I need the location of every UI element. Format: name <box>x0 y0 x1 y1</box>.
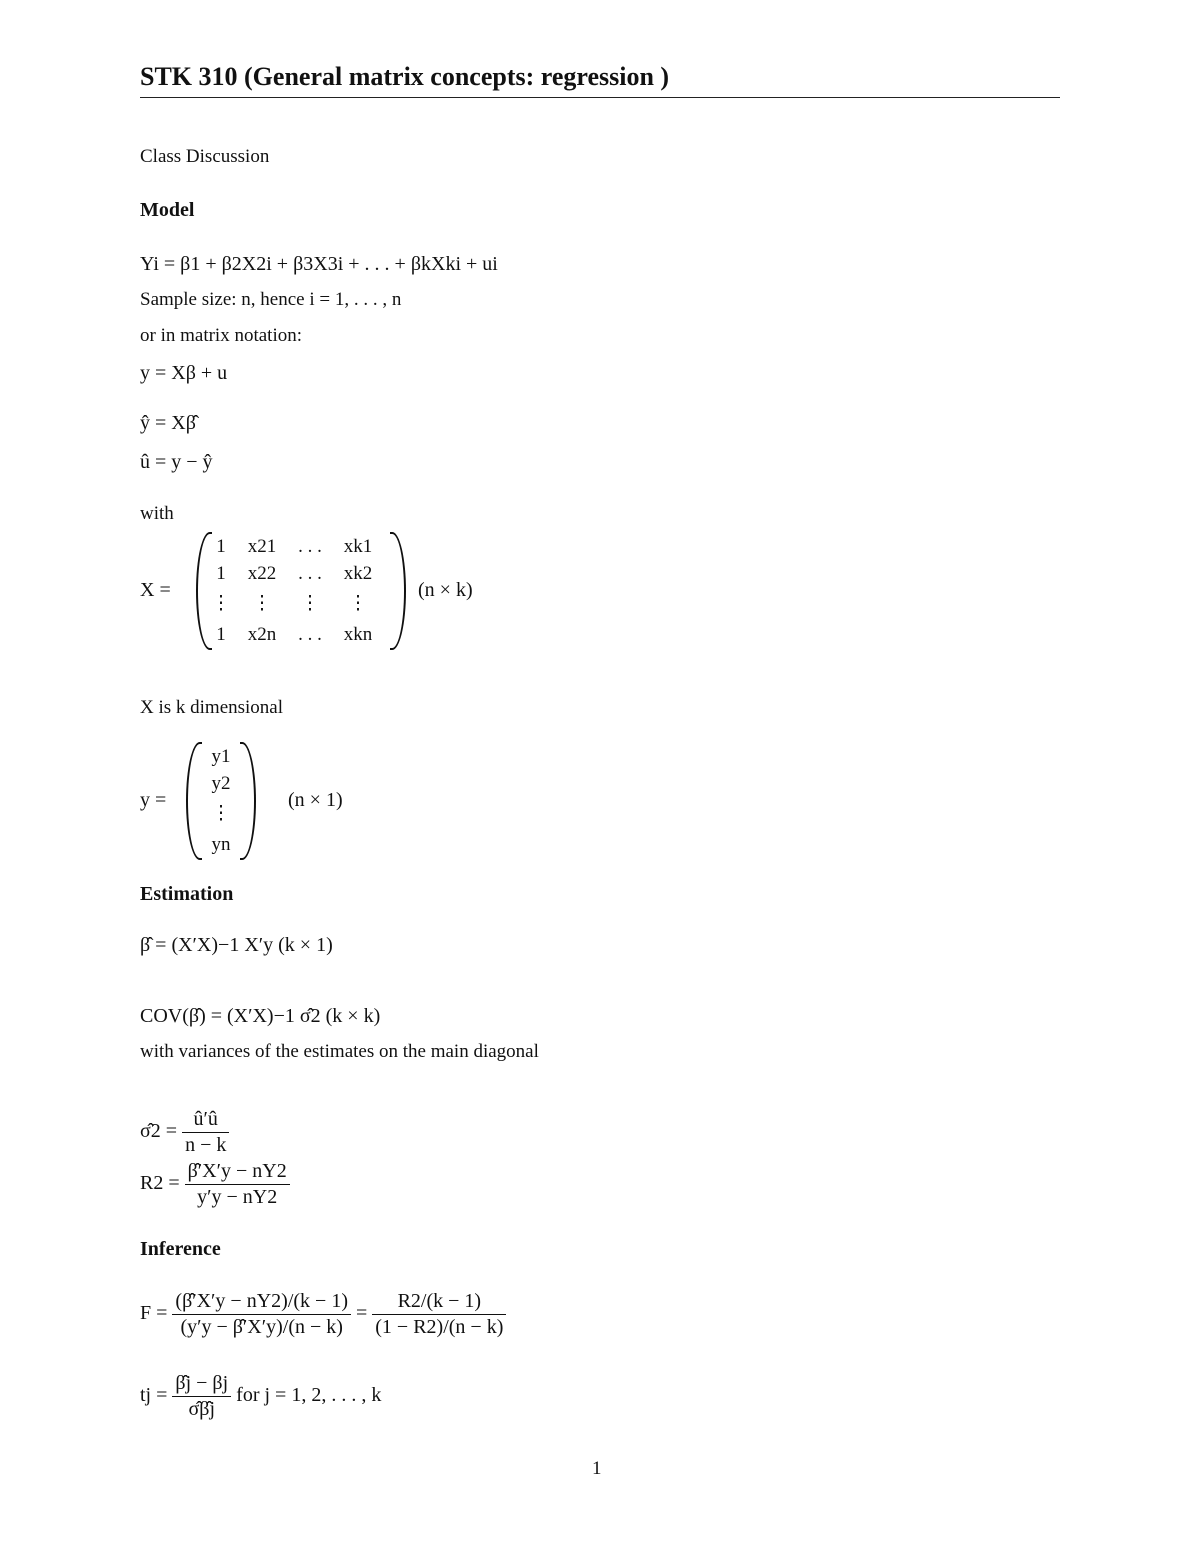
sigma-numerator: û′û <box>182 1108 229 1133</box>
r2-lhs: R2 = <box>140 1172 180 1195</box>
t-fraction <box>172 1372 231 1421</box>
page-number: 1 <box>592 1458 602 1479</box>
x-cell: ⋮ <box>348 593 368 614</box>
f-fraction-2 <box>372 1290 506 1339</box>
r2-fraction <box>185 1160 290 1209</box>
inference-heading: Inference <box>140 1238 221 1260</box>
y-vector-right-paren <box>240 742 256 860</box>
x-cell: 1 <box>216 536 226 557</box>
x-cell: 1 <box>216 624 226 645</box>
eq-cov: COV(β̂) = (X′X)−1 σ̂2 (k × k) <box>140 1005 381 1027</box>
t-numerator: β̂j − βj <box>172 1372 231 1397</box>
y-cell: y2 <box>211 773 231 794</box>
x-cell: . . . <box>298 624 322 645</box>
cov-note: with variances of the estimates on the main diagonal <box>140 1041 539 1062</box>
eq-r-squared <box>140 1160 290 1209</box>
r2-numerator: β̂′X′y − nY2 <box>185 1160 290 1185</box>
y-cell: y1 <box>211 746 231 767</box>
x-matrix <box>196 532 406 650</box>
y-cell: ⋮ <box>211 803 231 824</box>
f-fraction-1 <box>172 1290 351 1339</box>
f-lhs: F = <box>140 1302 168 1325</box>
x-dimension: (n × k) <box>418 579 473 601</box>
model-equation <box>140 253 498 276</box>
title-rule <box>140 97 1060 98</box>
y-vector-label: y = <box>140 789 167 811</box>
x-cell: x2n <box>247 624 277 645</box>
x-matrix-right-paren <box>390 532 406 650</box>
sigma-lhs: σ̂2 = <box>140 1120 178 1143</box>
x-cell: 1 <box>216 563 226 584</box>
x-cell: . . . <box>298 536 322 557</box>
eq-y: y = Xβ + u <box>140 362 228 384</box>
t-range: for j = 1, 2, . . . , k <box>236 1384 382 1407</box>
class-discussion-label: Class Discussion <box>140 146 270 167</box>
model-equation-text: Yi = β1 + β2X2i + β3X3i + . . . + βkXki + ui <box>140 253 498 275</box>
eq-yhat: ŷ = Xβ̂ <box>140 412 196 434</box>
sample-size-text: Sample size: n, hence i = 1, . . . , n <box>140 289 402 310</box>
x-cell: xk1 <box>343 536 373 557</box>
model-heading: Model <box>140 199 195 221</box>
sigma-fraction <box>182 1108 229 1157</box>
x-cell: xkn <box>343 624 373 645</box>
f-numerator-2: R2/(k − 1) <box>372 1290 506 1315</box>
f-denominator-1: (y′y − β̂′X′y)/(n − k) <box>180 1316 343 1338</box>
with-label: with <box>140 503 174 524</box>
eq-f-statistic <box>140 1290 506 1339</box>
x-cell: ⋮ <box>300 593 320 614</box>
r2-denominator: y′y − nY2 <box>197 1186 278 1208</box>
eq-t-statistic <box>140 1372 381 1421</box>
f-numerator-1: (β̂′X′y − nY2)/(k − 1) <box>172 1290 351 1315</box>
x-dimension-note: X is k dimensional <box>140 697 284 718</box>
x-cell: x22 <box>247 563 277 584</box>
x-cell: ⋮ <box>211 593 231 614</box>
x-cell: . . . <box>298 563 322 584</box>
page-title: STK 310 (General matrix concepts: regression ) <box>140 62 670 91</box>
eq-sigma <box>140 1108 229 1157</box>
eq-beta-hat: β̂ = (X′X)−1 X′y (k × 1) <box>140 934 333 956</box>
x-cell: ⋮ <box>252 593 272 614</box>
eq-uhat: û = y − ŷ <box>140 451 213 473</box>
y-dimension: (n × 1) <box>288 789 343 811</box>
t-lhs: tj = <box>140 1384 168 1407</box>
sigma-denominator: n − k <box>185 1134 227 1156</box>
t-denominator: σ̂β̂j <box>188 1398 216 1420</box>
f-equals: = <box>355 1302 368 1325</box>
y-cell: yn <box>211 834 231 855</box>
estimation-heading: Estimation <box>140 883 234 905</box>
matrix-notation-text: or in matrix notation: <box>140 325 303 346</box>
x-cell: xk2 <box>343 563 373 584</box>
y-vector <box>186 742 256 860</box>
x-cell: x21 <box>247 536 277 557</box>
x-matrix-label: X = <box>140 579 171 601</box>
f-denominator-2: (1 − R2)/(n − k) <box>375 1316 504 1338</box>
